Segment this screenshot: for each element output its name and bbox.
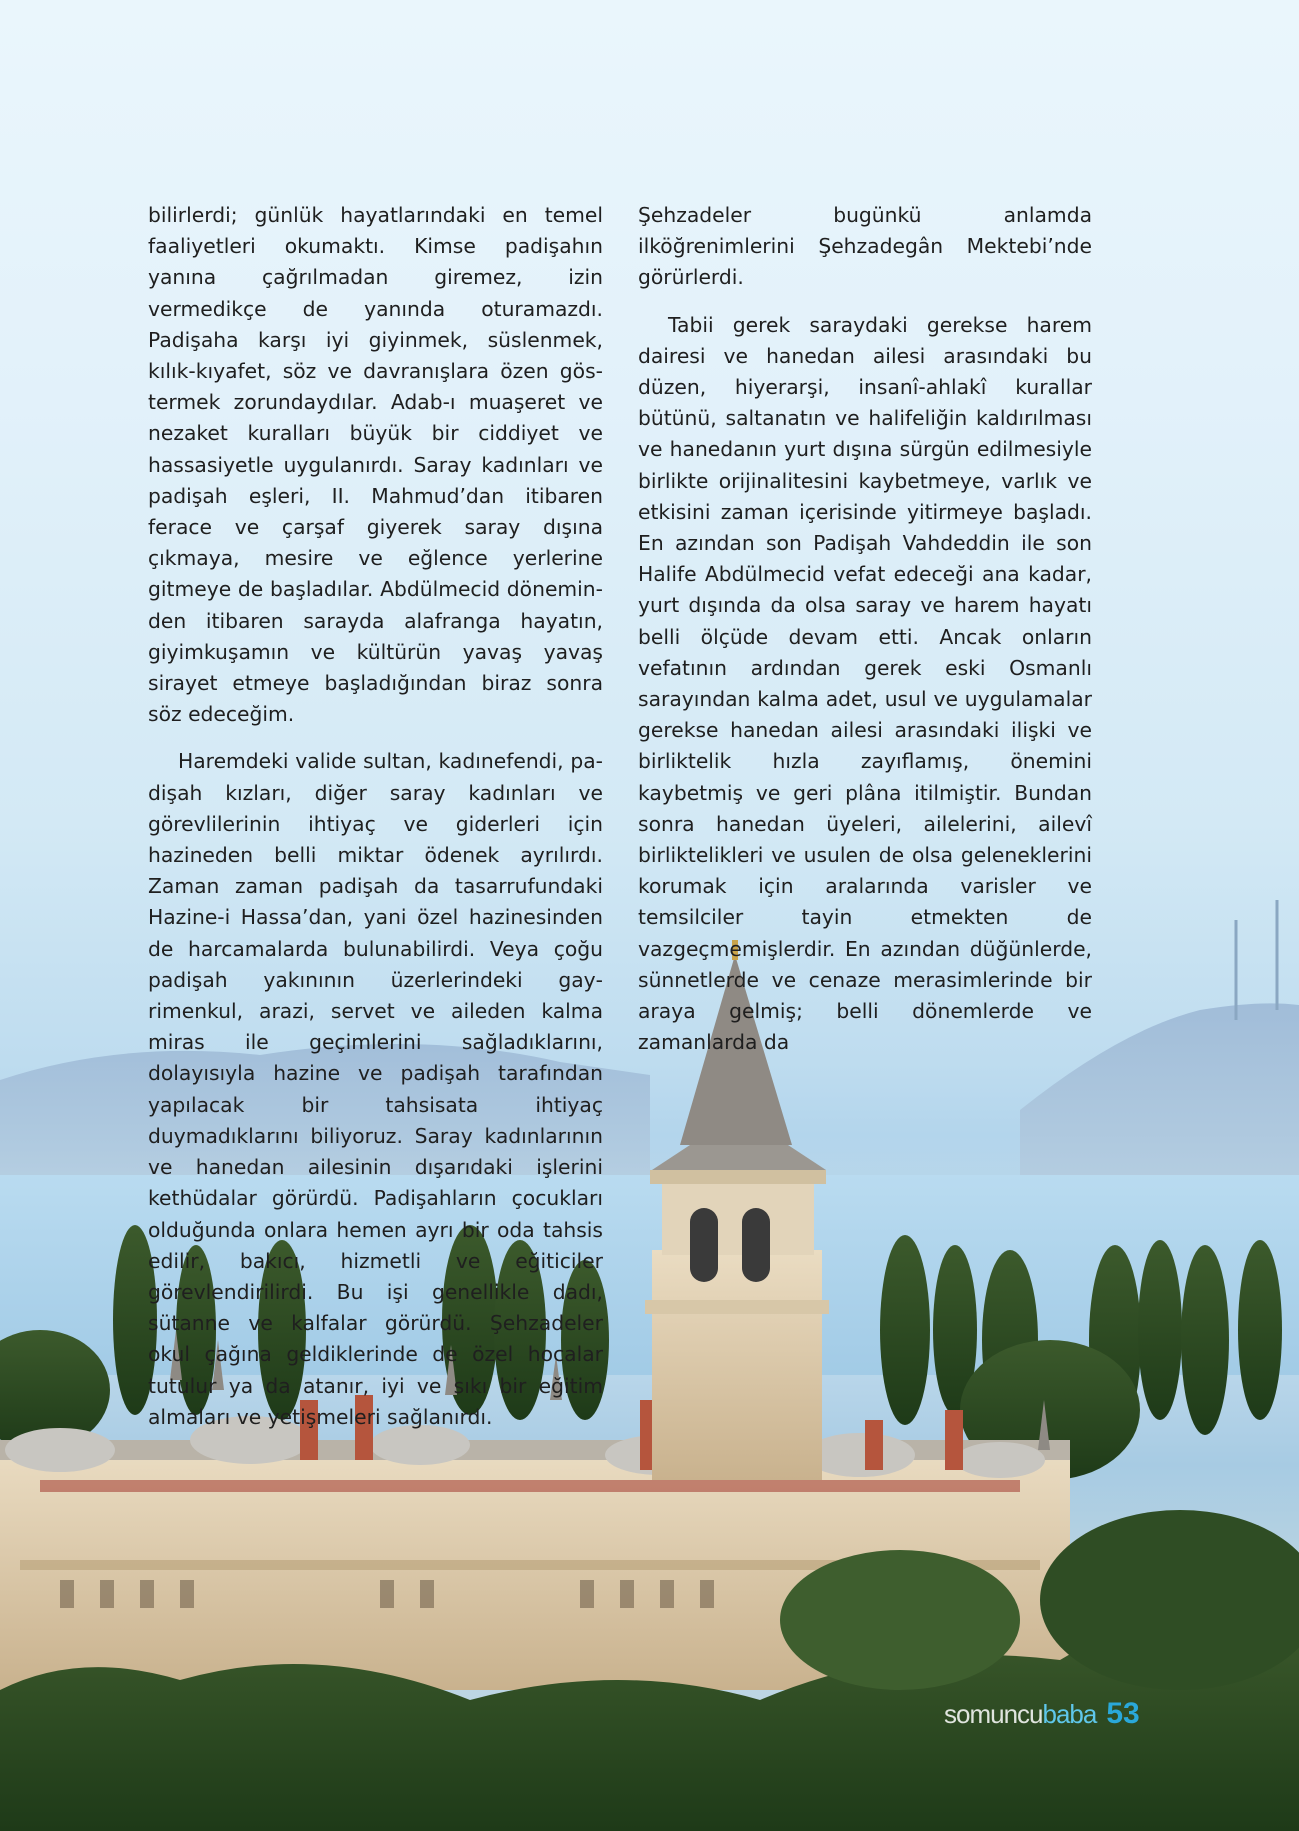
right-text-column (638, 200, 1092, 1058)
left-paragraph-2: Haremdeki valide sultan, kadınefendi, padişah kızları, diğer saray kadınları ve görevlilerinin ihtiyaç ve giderleri için hazineden belli miktar ödenek ayrılırdı. Zaman zaman padişah da tasarrufundaki Hazine-i Hassa’dan, yani özel hazinesinden de harcamalarda bulunabilirdi. Veya çoğu padişah yakınının üzerlerindeki gayrimenkul, arazi, servet ve aileden kalma miras ile geçimlerini sağladıklarını, dolayısıyla hazine ve padişah tarafından yapılacak bir tahsisata ihtiyaç duymadıklarını biliyoruz. Saray kadınlarının ve hanedan ailesinin dışarıdaki işlerini kethüdalar görürdü. Padişahların çocukları olduğunda onlara hemen ayrı bir oda tahsis edilir, bakıcı, hizmetli ve eğiticiler görevlendirilirdi. Bu işi genellikle dadı, sütanne ve kalfalar görürdü. Şehzadeler okul çağına geldiklerinde de özel hocalar tutulur ya da atanır, iyi ve sıkı bir eğitim almaları ve yetişmeleri sağlanırdı. (148, 749, 603, 1429)
brand-logo-part1: somuncu (944, 1699, 1043, 1729)
brand-logo-part2: baba (1042, 1699, 1097, 1729)
right-paragraph-2: Tabii gerek saraydaki gerekse harem dairesi ve hanedan ailesi arasındaki bu düzen, hiyerarşi, insanî-ahlakî kurallar bütünü, saltanatın ve halifeliğin kaldırılması ve hanedanın yurt dışına sürgün edilmesiyle birlikte orijinalitesini kaybetmeye, varlık ve etkisini zaman içerisinde yitirmeye başladı. En azından son Padişah Vahdeddin ile son Halife Abdülmecid vefat edeceği ana kadar, yurt dışında da olsa saray ve harem hayatı belli ölçüde devam etti. Ancak onların vefatının ardından gerek eski Osmanlı sarayından kalma adet, usul ve uygulamalar gerekse hanedan ailesi arasındaki ilişki ve birliktelik hızla zayıflamış, önemini kaybetmiş ve geri plâna itilmiştir. Bundan sonra hanedan üyeleri, ailelerini, ailevî birliktelikleri ve usulen de olsa geleneklerini korumak için aralarında varisler ve temsilciler tayin etmekten de vazgeçmemişlerdir. En azından düğünlerde, sünnetlerde ve cenaze merasimlerinde bir araya gelmiş; belli dönemlerde ve zamanlarda da (638, 312, 1092, 1055)
right-paragraph-1: Şehzadeler bugünkü anlamda ilköğrenimlerini Şehzadegân Mektebi’nde görürlerdi. (638, 203, 1092, 290)
left-paragraph-1: bilirlerdi; günlük hayatlarındaki en temel faaliyetleri okumaktı. Kimse padişahın yanına çağrılmadan giremez, izin vermedikçe de yanında oturamazdı. Padişaha karşı iyi giyinmek, süslenmek, kılık-kıyafet, söz ve davranışlara özen göstermek zorundaydılar. Adab-ı muaşeret ve nezaket kuralları büyük bir ciddiyet ve hassasiyetle uygulanırdı. Saray kadınları ve padişah eşleri, II. Mahmud’dan itibaren ferace ve çarşaf giyerek saray dışına çıkmaya, mesire ve eğlence yerlerine gitmeye de başladılar. Abdülmecid döneminden itibaren sarayda alafranga hayatın, giyimkuşamın ve kültürün yavaş yavaş sirayet etmeye başladığından biraz sonra söz edeceğim. (148, 203, 603, 727)
page-footer (944, 1697, 1140, 1731)
left-text-column (148, 200, 603, 1433)
page-number: 53 (1106, 1697, 1140, 1730)
